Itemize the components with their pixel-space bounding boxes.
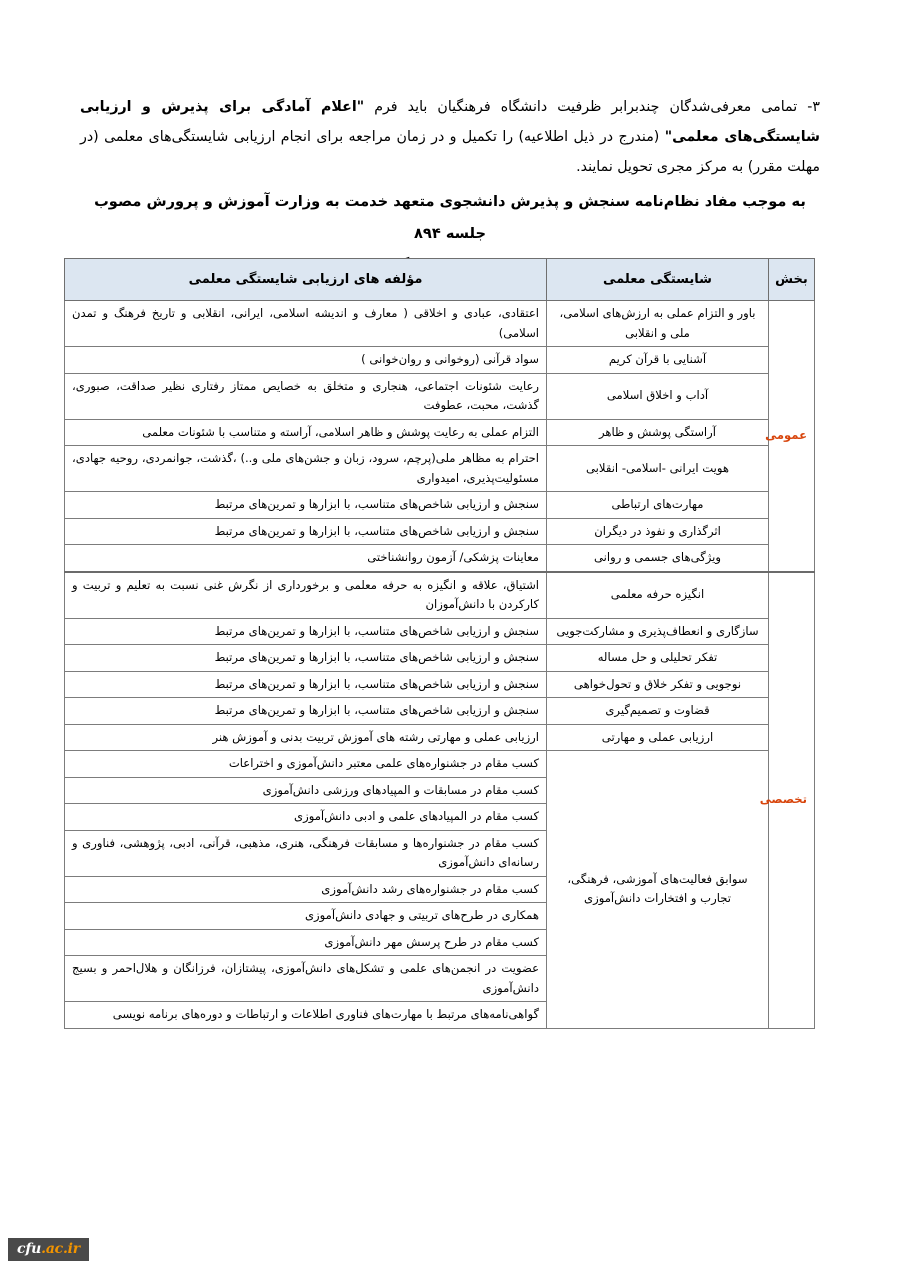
- table-row: [65, 492, 815, 519]
- table-header: [65, 259, 815, 301]
- criteria-cell: گواهی‌نامه‌های مرتبط با مهارت‌های فناوری اطلاعات و ارتباطات و دوره‌های برنامه نویسی: [65, 1002, 547, 1029]
- table-header-row: [65, 259, 815, 301]
- table-body: [65, 301, 815, 1029]
- competency-cell: سازگاری و انعطاف‌پذیری و مشارکت‌جویی: [547, 618, 769, 645]
- table-row: [65, 301, 815, 347]
- table-row: [65, 373, 815, 419]
- competency-table: [64, 258, 815, 1029]
- watermark-name: cfu: [17, 1241, 42, 1257]
- table-row: [65, 671, 815, 698]
- competency-cell: تفکر تحلیلی و حل مساله: [547, 645, 769, 672]
- column-header-section: بخش: [769, 259, 815, 301]
- competency-cell: ارزیابی عملی و مهارتی: [547, 724, 769, 751]
- criteria-cell: عضویت در انجمن‌های علمی و تشکل‌های دانش‌آموزی، پیشتازان، فرزانگان و هلال‌احمر و بسیج دانش‌آموزی: [65, 956, 547, 1002]
- competency-table-wrapper: [65, 258, 815, 1029]
- criteria-cell: کسب مقام در مسابقات و المپیادهای ورزشی دانش‌آموزی: [65, 777, 547, 804]
- competency-cell: سوابق فعالیت‌های آموزشی، فرهنگی، تجارب و افتخارات دانش‌آموزی: [547, 751, 769, 1029]
- criteria-cell: سنجش و ارزیابی شاخص‌های متناسب، با ابزارها و تمرین‌های مرتبط: [65, 698, 547, 725]
- intro-prefix: ۳- تمامی معرفی‌شدگان چندبرابر ظرفیت دانشگاه فرهنگیان باید فرم: [364, 99, 821, 116]
- section-label-1: عمومی: [769, 301, 815, 572]
- criteria-cell: رعایت شئونات اجتماعی، هنجاری و متخلق به خصایص ممتاز رفتاری نظیر صداقت، صبوری، گذشت، محبت، عطوفت: [65, 373, 547, 419]
- criteria-cell: ارزیابی عملی و مهارتی رشته های آموزش تربیت بدنی و آموزش هنر: [65, 724, 547, 751]
- criteria-cell: سنجش و ارزیابی شاخص‌های متناسب، با ابزارها و تمرین‌های مرتبط: [65, 618, 547, 645]
- column-header-competency: شایستگی معلمی: [547, 259, 769, 301]
- criteria-cell: کسب مقام در جشنواره‌های علمی معتبر دانش‌آموزی و اختراعات: [65, 751, 547, 778]
- criteria-cell: کسب مقام در جشنواره‌ها و مسابقات فرهنگی، هنری، مذهبی، قرآنی، ادبی، پژوهشی، فناوری و رسانه‌ای دانش‌آموزی: [65, 830, 547, 876]
- competency-cell: آشنایی با قرآن کریم: [547, 347, 769, 374]
- section-label-2: تخصصی: [769, 572, 815, 1029]
- criteria-cell: سواد قرآنی (روخوانی و روان‌خوانی ): [65, 347, 547, 374]
- table-row: [65, 545, 815, 572]
- competency-cell: باور و التزام عملی به ارزش‌های اسلامی، ملی و انقلابی: [547, 301, 769, 347]
- competency-cell: نوجویی و تفکر خلاق و تحول‌خواهی: [547, 671, 769, 698]
- competency-cell: ویژگی‌های جسمی و روانی: [547, 545, 769, 572]
- criteria-cell: احترام به مظاهر ملی(پرچم، سرود، زبان و جشن‌های ملی و..) ،گذشت، جوانمردی، روحیه جهادی، مسئولیت‌پذیری، امیدواری: [65, 446, 547, 492]
- criteria-cell: اعتقادی، عبادی و اخلاقی ( معارف و اندیشه اسلامی، ایرانی، انقلابی و تاریخ فرهنگ و تمدن اسلامی): [65, 301, 547, 347]
- competency-cell: هویت ایرانی -اسلامی- انقلابی: [547, 446, 769, 492]
- criteria-cell: سنجش و ارزیابی شاخص‌های متناسب، با ابزارها و تمرین‌های مرتبط: [65, 645, 547, 672]
- criteria-cell: کسب مقام در طرح پرسش مهر دانش‌آموزی: [65, 929, 547, 956]
- criteria-cell: همکاری در طرح‌های تربیتی و جهادی دانش‌آموزی: [65, 903, 547, 930]
- column-header-criteria: مؤلفه های ارزیابی شایستگی معلمی: [65, 259, 547, 301]
- table-row: [65, 645, 815, 672]
- table-row: [65, 572, 815, 619]
- criteria-cell: سنجش و ارزیابی شاخص‌های متناسب، با ابزارها و تمرین‌های مرتبط: [65, 671, 547, 698]
- competency-cell: مهارت‌های ارتباطی: [547, 492, 769, 519]
- intro-suffix: (مندرج در ذیل اطلاعیه) را تکمیل و در زمان مراجعه برای انجام ارزیابی شایستگی‌های معلمی (در مهلت مقرر) به مرکز مجری تحویل نمایند.: [80, 129, 820, 176]
- criteria-cell: معاینات پزشکی/ آزمون روانشناختی: [65, 545, 547, 572]
- intro-form-name: "اعلام آمادگی برای پذیرش و ارزیابی شایستگی‌های معلمی": [80, 99, 820, 146]
- criteria-cell: کسب مقام در جشنواره‌های رشد دانش‌آموزی: [65, 876, 547, 903]
- table-row: [65, 518, 815, 545]
- table-row: [65, 751, 815, 778]
- competency-cell: آداب و اخلاق اسلامی: [547, 373, 769, 419]
- site-watermark: [8, 1238, 89, 1261]
- criteria-cell: سنجش و ارزیابی شاخص‌های متناسب، با ابزارها و تمرین‌های مرتبط: [65, 518, 547, 545]
- criteria-cell: کسب مقام در المپیادهای علمی و ادبی دانش‌آموزی: [65, 804, 547, 831]
- legal-statement-line-1: به موجب مفاد نظام‌نامه سنجش و پذیرش دانشجوی متعهد خدمت به وزارت آموزش و پرورش مصوب جلسه ۸۹۴: [94, 193, 806, 242]
- table-row: [65, 446, 815, 492]
- competency-cell: آراستگی پوشش و ظاهر: [547, 419, 769, 446]
- competency-cell: اثرگذاری و نفوذ در دیگران: [547, 518, 769, 545]
- watermark-domain: .ac.ir: [41, 1241, 80, 1257]
- table-row: [65, 419, 815, 446]
- table-row: [65, 724, 815, 751]
- competency-cell: قضاوت و تصمیم‌گیری: [547, 698, 769, 725]
- table-row: [65, 698, 815, 725]
- criteria-cell: سنجش و ارزیابی شاخص‌های متناسب، با ابزارها و تمرین‌های مرتبط: [65, 492, 547, 519]
- criteria-cell: اشتیاق، علاقه و انگیزه به حرفه معلمی و برخورداری از نگرش غنی نسبت به تعلیم و تربیت و کارکردن با دانش‌آموزان: [65, 572, 547, 619]
- table-row: [65, 347, 815, 374]
- criteria-cell: التزام عملی به رعایت پوشش و ظاهر اسلامی، آراسته و متناسب با شئونات معلمی: [65, 419, 547, 446]
- table-row: [65, 618, 815, 645]
- intro-paragraph: [80, 92, 820, 182]
- competency-cell: انگیزه حرفه معلمی: [547, 572, 769, 619]
